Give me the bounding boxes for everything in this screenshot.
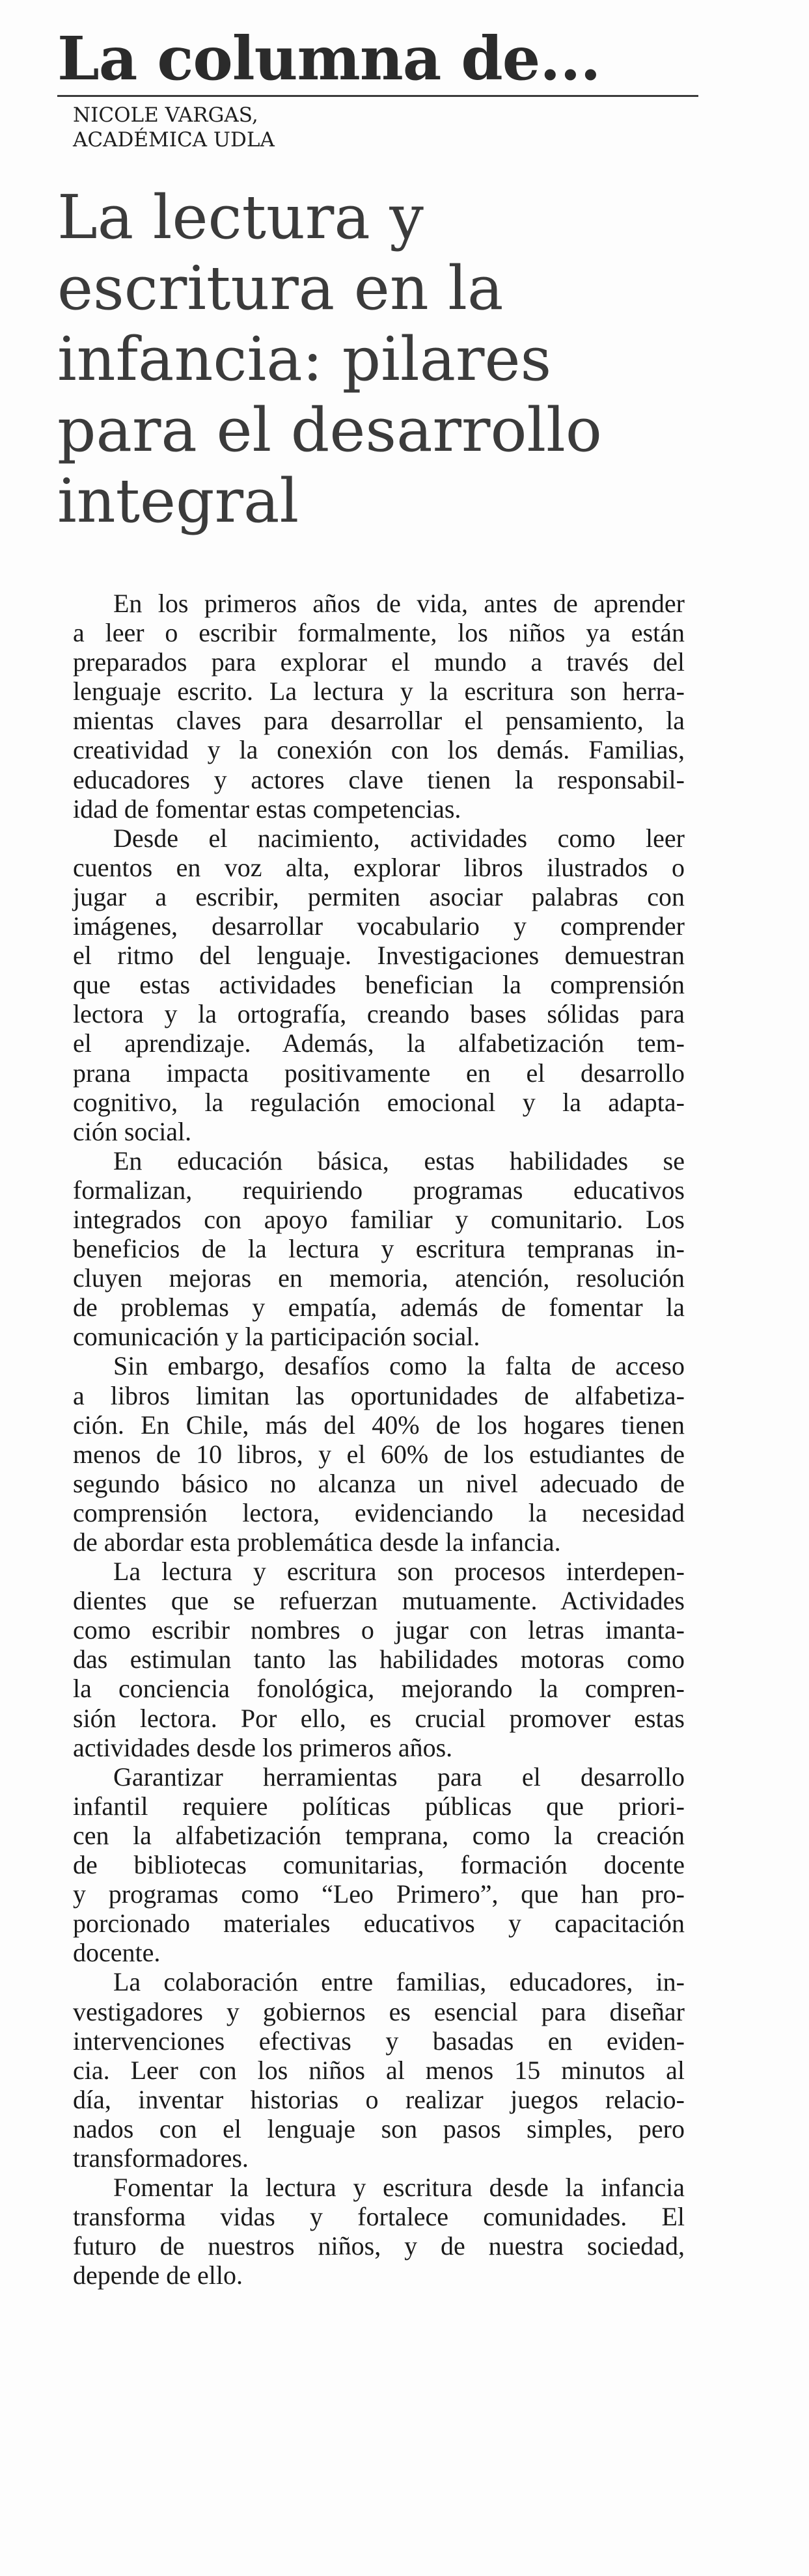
article-paragraph [73,1967,685,2173]
paragraph-line: cognitivo, la regulación emocional y la adapta- [73,1087,685,1117]
paragraph-line: depende de ello. [73,2261,243,2290]
paragraph-line: preparados para explorar el mundo a través del [73,647,685,677]
paragraph-line: idad de fomentar estas competencias. [73,794,461,824]
paragraph-line: menos de 10 libros, y el 60% de los estudiantes de [73,1439,685,1469]
paragraph-line: comprensión lectora, evidenciando la necesidad [73,1497,685,1527]
paragraph-line: Fomentar la lectura y escritura desde la infancia [113,2173,685,2203]
paragraph-line: el aprendizaje. Además, la alfabetización tem- [73,1028,685,1058]
paragraph-line: vestigadores y gobiernos es esencial para diseñar [73,1996,685,2026]
paragraph-line: la conciencia fonológica, mejorando la compren- [73,1674,685,1704]
headline-line: escritura en la [57,253,504,323]
paragraph-line: infantil requiere políticas públicas que priori- [73,1791,685,1821]
headline-line: infancia: pilares [57,324,552,394]
paragraph-line: das estimulan tanto las habilidades motoras como [73,1644,685,1674]
paragraph-line: intervenciones efectivas y basadas en eviden- [73,2026,685,2056]
paragraph-line: docente. [73,1938,161,1968]
paragraph-line: imágenes, desarrollar vocabulario y comprender [73,911,685,941]
section-header [57,18,698,100]
paragraph-line: ción social. [73,1116,192,1146]
paragraph-line: como escribir nombres o jugar con letras imanta- [73,1615,685,1645]
paragraph-line: dientes que se refuerzan mutuamente. Actividades [73,1586,685,1616]
byline-author: NICOLE VARGAS, [73,103,258,127]
paragraph-line: mientas claves para desarrollar el pensamiento, la [73,706,685,736]
article-headline [57,182,708,537]
paragraph-line: formalizan, requiriendo programas educativos [73,1175,685,1205]
paragraph-line: el ritmo del lenguaje. Investigaciones demuestran [73,941,685,971]
paragraph-line: cluyen mejoras en memoria, atención, resolución [73,1263,685,1293]
headline-line: integral [57,466,299,536]
paragraph-line: porcionado materiales educativos y capacitación [73,1909,685,1939]
paragraph-line: actividades desde los primeros años. [73,1732,453,1762]
paragraph-line: lenguaje escrito. La lectura y la escritura son herra- [73,677,685,706]
section-divider [57,95,698,97]
paragraph-line: que estas actividades benefician la comprensión [73,970,685,1000]
paragraph-line: En los primeros años de vida, antes de aprender [113,589,685,618]
paragraph-line: transformadores. [73,2143,249,2173]
paragraph-line: comunicación y la participación social. [73,1322,480,1352]
article-paragraph [73,824,685,1146]
byline-affiliation: ACADÉMICA UDLA [73,128,275,152]
paragraph-line: educadores y actores clave tienen la responsabil- [73,764,685,794]
paragraph-line: cuentos en voz alta, explorar libros ilustrados o [73,852,685,882]
paragraph-line: prana impacta positivamente en el desarrollo [73,1058,685,1088]
paragraph-line: creatividad y la conexión con los demás. Familias, [73,735,685,765]
paragraph-line: Desde el nacimiento, actividades como leer [113,823,685,853]
paragraph-line: día, inventar historias o realizar juegos relacio- [73,2084,685,2114]
paragraph-line: cia. Leer con los niños al menos 15 minutos al [73,2055,685,2085]
article-paragraph [73,589,685,824]
paragraph-line: Sin embargo, desafíos como la falta de acceso [113,1351,685,1381]
paragraph-line: de abordar esta problemática desde la infancia. [73,1527,561,1557]
article-paragraph [73,1557,685,1762]
headline-line: para el desarrollo [57,395,602,465]
paragraph-line: de bibliotecas comunitarias, formación docente [73,1850,685,1880]
section-title: La columna de... [57,23,601,94]
paragraph-line: futuro de nuestros niños, y de nuestra sociedad, [73,2231,685,2261]
byline [73,103,275,152]
paragraph-line: segundo básico no alcanza un nivel adecuado de [73,1468,685,1498]
paragraph-line: transforma vidas y fortalece comunidades. El [73,2202,685,2232]
paragraph-line: a leer o escribir formalmente, los niños ya están [73,618,685,648]
headline-line: La lectura y [57,182,424,252]
article-paragraph [73,1762,685,1968]
paragraph-line: La colaboración entre familias, educadores, in- [113,1967,685,1997]
paragraph-line: ción. En Chile, más del 40% de los hogares tienen [73,1410,685,1440]
article-paragraph [73,1146,685,1352]
paragraph-line: lectora y la ortografía, creando bases sólidas para [73,999,685,1029]
article-paragraph [73,2173,685,2290]
paragraph-line: cen la alfabetización temprana, como la creación [73,1820,685,1850]
paragraph-line: La lectura y escritura son procesos interdepen- [113,1557,685,1587]
paragraph-line: beneficios de la lectura y escritura tempranas in- [73,1234,685,1264]
article-paragraph [73,1351,685,1557]
article-body [73,589,685,2290]
paragraph-line: y programas como “Leo Primero”, que han pro- [73,1879,685,1909]
paragraph-line: sión lectora. Por ello, es crucial promover estas [73,1703,685,1733]
paragraph-line: nados con el lenguaje son pasos simples, pero [73,2113,685,2143]
paragraph-line: de problemas y empatía, además de fomentar la [73,1293,685,1322]
paragraph-line: integrados con apoyo familiar y comunitario. Los [73,1204,685,1234]
paragraph-line: jugar a escribir, permiten asociar palabras con [73,881,685,911]
paragraph-line: En educación básica, estas habilidades se [113,1146,685,1175]
paragraph-line: a libros limitan las oportunidades de alfabetiza- [73,1380,685,1410]
paragraph-line: Garantizar herramientas para el desarrollo [113,1762,685,1791]
